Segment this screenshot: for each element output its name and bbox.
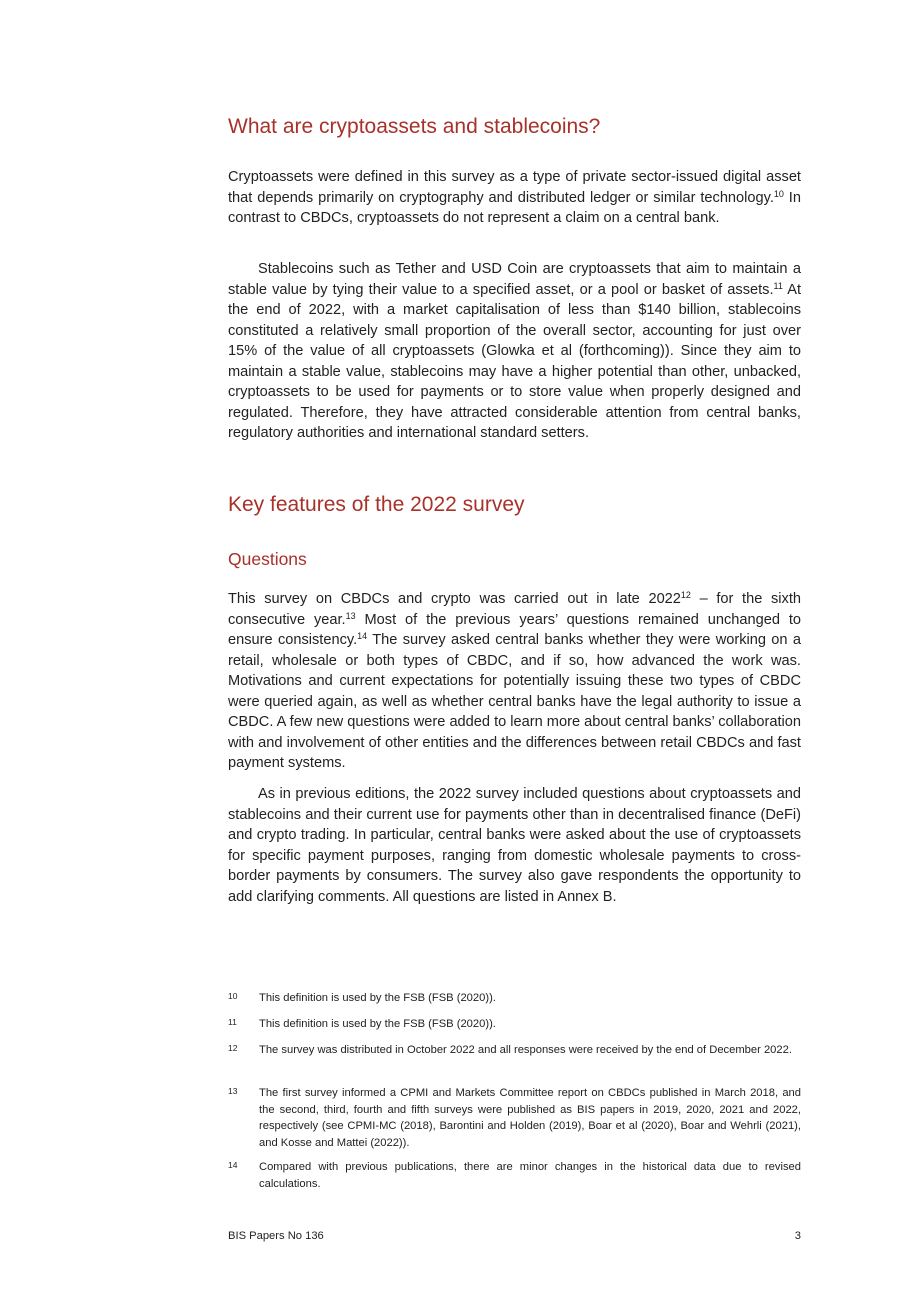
- section-heading-key-features: Key features of the 2022 survey: [228, 493, 525, 516]
- footnote-text: Compared with previous publications, there are minor changes in the historical data due to revised calculations.: [259, 1161, 801, 1190]
- footnote-number: 14: [228, 1160, 238, 1170]
- footnote-ref: 13: [345, 610, 356, 621]
- text-run: – for the sixth consecutive year.: [228, 591, 801, 628]
- text-run: The survey asked central banks whether they were working on a retail, wholesale or both types of CBDC, and if so, how advanced the work was. Motivations and current expectations for potentially issuing these two types of CBDC were queried again, as well as whether central banks have the legal authority to issue a CBDC. A few new questions were added to learn more about central banks’ collaboration with and involvement of other entities and the differences between retail CBDCs and fast payment systems.: [228, 632, 801, 771]
- paragraph-previous-editions: As in previous editions, the 2022 survey included questions about cryptoassets and stablecoins and their current use for payments other than in decentralised finance (DeFi) and crypto trading. In particular, central banks were asked about the use of cryptoassets for specific payment purposes, ranging from domestic wholesale payments to cross-border payments by consumers. The survey also gave respondents the opportunity to add clarifying comments. All questions are listed in Annex B.: [228, 786, 801, 905]
- footnote-text: This definition is used by the FSB (FSB (2020)).: [259, 1018, 496, 1030]
- text-run: Cryptoassets were defined in this survey as a type of private sector-issued digital asset that depends primarily on cryptography and distributed ledger or similar technology.: [228, 169, 801, 206]
- footnote-ref: 11: [773, 280, 783, 291]
- footnote-number: 11: [228, 1017, 237, 1027]
- footnote-ref: 10: [773, 188, 784, 199]
- footer-publication: BIS Papers No 136: [228, 1230, 324, 1242]
- footnote: [228, 1016, 801, 1033]
- paragraph-cryptoassets-definition: [228, 167, 801, 229]
- section-heading-cryptoassets: What are cryptoassets and stablecoins?: [228, 115, 601, 138]
- paragraph-stablecoins: [228, 259, 801, 444]
- text-run: This survey on CBDCs and crypto was carried out in late 2022: [228, 591, 681, 607]
- footnote: [228, 1085, 801, 1151]
- footnote-number: 13: [228, 1086, 238, 1096]
- footnote-ref: 12: [680, 590, 691, 600]
- footnote-text: The survey was distributed in October 2022 and all responses were received by the end of December 2022.: [259, 1044, 792, 1056]
- footnote-number: 10: [228, 991, 238, 1001]
- footnote: [228, 990, 801, 1007]
- footnote-text: The first survey informed a CPMI and Markets Committee report on CBDCs published in March 2018, and the second, third, fourth and fifth surveys were published as BIS papers in 2019, 2020, 2021 and 2022, respectively (see CPMI-MC (2018), Barontini and Holden (2019), Boar et al (2020), Boar and Wehrli (2021), and Kosse and Mattei (2022)).: [259, 1087, 801, 1149]
- footnote: [228, 1159, 801, 1192]
- footnote-text: This definition is used by the FSB (FSB (2020)).: [259, 992, 496, 1004]
- text-run: In contrast to CBDCs, cryptoassets do not represent a claim on a central bank.: [228, 189, 801, 226]
- subsection-heading-questions: Questions: [228, 549, 307, 569]
- text-run: Stablecoins such as Tether and USD Coin are cryptoassets that aim to maintain a stable value by tying their value to a specified asset, or a pool or basket of assets.: [228, 261, 801, 298]
- paragraph-survey-questions: [228, 589, 801, 774]
- footnote: [228, 1042, 801, 1059]
- footnote-number: 12: [228, 1043, 238, 1053]
- footnote-ref: 14: [357, 631, 368, 641]
- text-run: Most of the previous years’ questions remained unchanged to ensure consistency.: [228, 611, 801, 648]
- text-run: At the end of 2022, with a market capitalisation of less than $140 billion, stablecoins constituted a relatively small proportion of the overall sector, accounting for just over 15% of the value of all cryptoassets (Glowka et al (forthcoming)). Since they aim to maintain a stable value, stablecoins may have a higher potential than other, unbacked, cryptoassets to be used for payments or to store value when properly designed and regulated. Therefore, they have attracted considerable attention from central banks, regulatory authorities and international standard setters.: [228, 281, 802, 441]
- page-number: 3: [794, 1230, 801, 1242]
